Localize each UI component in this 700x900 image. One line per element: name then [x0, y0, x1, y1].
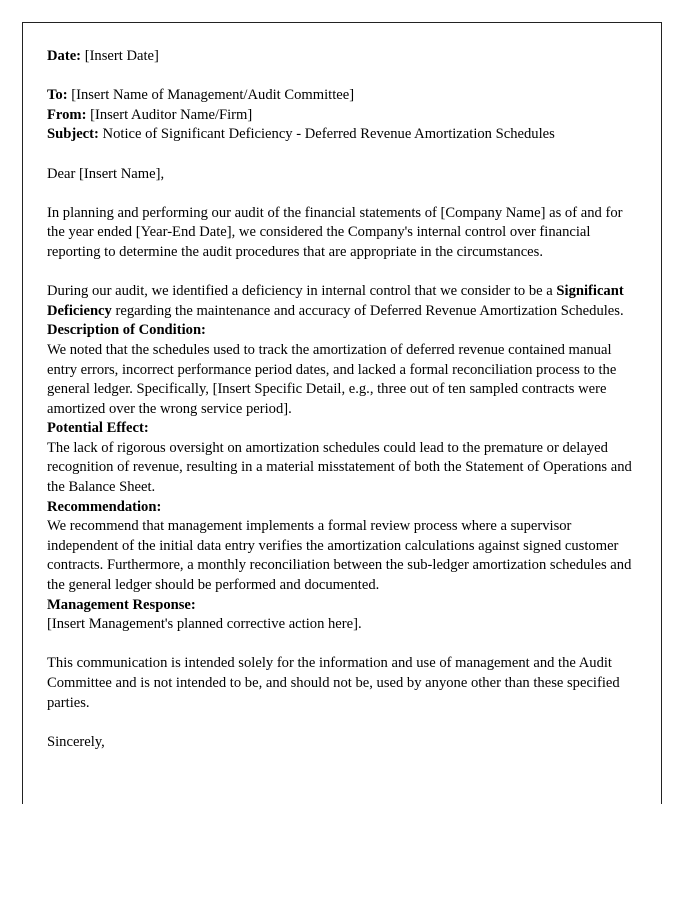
- from-value: [Insert Auditor Name/Firm]: [90, 106, 253, 123]
- finding-emphasis: Significant Deficiency: [47, 283, 624, 319]
- from-line: [47, 106, 637, 126]
- section-heading-description-of-condition: Description of Condition:: [47, 322, 206, 339]
- section-body-potential-effect: The lack of rigorous oversight on amortization schedules could lead to the premature or delayed recognition of revenue, resulting in a material misstatement of both the Statement of Operations and the Balance Sheet.: [47, 439, 632, 496]
- closing: Sincerely,: [47, 733, 105, 750]
- paragraph-scope: In planning and performing our audit of the financial statements of [Company Name] as of and for the year ended [Year-End Date], we considered the Company's internal control over financial reporting to determine the audit procedures that are appropriate in the circumstances.: [47, 204, 623, 260]
- section-body-description-of-condition: We noted that the schedules used to track the amortization of deferred revenue contained manual entry errors, incorrect performance period dates, and lacked a formal reconciliation process to the general ledger. Specifically, [Insert Specific Detail, e.g., three out of ten sampled contracts were amortized over the wrong service period].: [47, 341, 617, 417]
- section-heading-potential-effect: Potential Effect:: [47, 420, 149, 437]
- document-body: [47, 47, 637, 752]
- date-line: [47, 47, 637, 67]
- finding-tail: regarding the maintenance and accuracy of Deferred Revenue Amortization Schedules.: [111, 302, 624, 319]
- document-page: [22, 22, 662, 804]
- paragraph-restriction: This communication is intended solely for the information and use of management and the Audit Committee and is not intended to be, and should not be, used by anyone other than these specified parties.: [47, 655, 620, 711]
- paragraph-finding: [47, 282, 637, 321]
- finding-lead: During our audit, we identified a deficiency in internal control that we consider to be a: [47, 283, 557, 300]
- section-body-management-response: [Insert Management's planned corrective action here].: [47, 616, 362, 633]
- date-value: [Insert Date]: [84, 48, 159, 64]
- date-label: Date:: [47, 48, 82, 64]
- salutation: Dear [Insert Name],: [47, 165, 165, 182]
- subject-value: Notice of Significant Deficiency - Deferred Revenue Amortization Schedules: [102, 126, 555, 143]
- section-heading-management-response: Management Response:: [47, 596, 196, 613]
- to-value: [Insert Name of Management/Audit Committee]: [71, 87, 355, 104]
- section-body-recommendation: We recommend that management implements a formal review process where a supervisor independent of the initial data entry verifies the amortization calculations against signed customer contracts. Furthermore, a monthly reconciliation between the sub-ledger amortization schedules and the general ledger should be performed and documented.: [47, 518, 632, 594]
- section-heading-recommendation: Recommendation:: [47, 498, 162, 515]
- subject-label: Subject:: [47, 126, 99, 143]
- to-label: To:: [47, 87, 68, 104]
- subject-line: [47, 125, 637, 145]
- from-label: From:: [47, 106, 87, 123]
- to-line: [47, 86, 637, 106]
